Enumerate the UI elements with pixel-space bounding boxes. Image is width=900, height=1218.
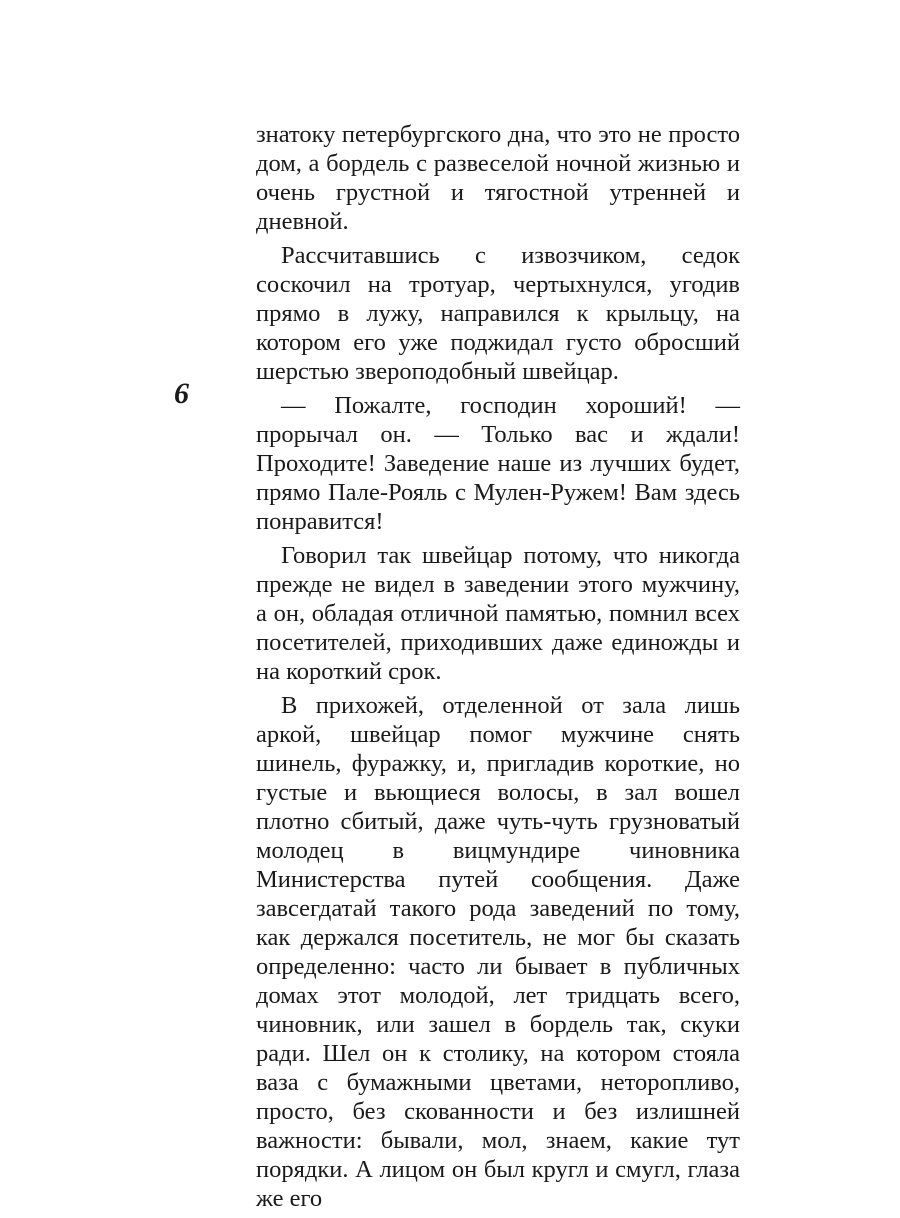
- paragraph-doorman-speech: — Пожалте, господин хороший! — прорычал он. — Только вас и ждали! Проходите! Заведение наше из лучших будет, прямо Пале-Рояль с Мулен-Ружем! Вам здесь понравится!: [256, 392, 740, 535]
- paragraph-hallway: В прихожей, отделенной от зала лишь аркой, швейцар помог мужчине снять шинель, фуражку, и, пригладив короткие, но густые и вьющиеся волосы, в зал вошел плотно сбитый, даже чуть-чуть грузноватый молодец в вицмундире чиновника Министерства путей сообщения. Даже завсегдатай такого рода заведений по тому, как держался посетитель, не мог бы сказать определенно: часто ли бывает в публичных домах этот молодой, лет тридцать всего, чиновник, или зашел в бордель так, скуки ради. Шел он к столику, на котором стояла ваза с бумажными цветами, неторопливо, просто, без скованности и без излишней важности: бывали, мол, знаем, какие тут порядки. А лицом он был кругл и смугл, глаза же его: [256, 692, 740, 1212]
- paragraph-continuation: знатоку петербургского дна, что это не просто дом, а бордель с развеселой ночной жизнью и очень грустной и тягостной утренней и дневной.: [256, 121, 740, 235]
- paragraph-arrival: Рассчитавшись с извозчиком, седок соскочил на тротуар, чертыхнулся, угодив прямо в лужу, направился к крыльцу, на котором его уже поджидал густо обросший шерстью звероподобный швейцар.: [256, 242, 740, 385]
- page-number: 6: [174, 377, 189, 410]
- body-text: [256, 120, 740, 1218]
- paragraph-doorman-memory: Говорил так швейцар потому, что никогда прежде не видел в заведении этого мужчину, а он, обладая отличной памятью, помнил всех посетителей, приходивших даже единожды и на короткий срок.: [256, 542, 740, 685]
